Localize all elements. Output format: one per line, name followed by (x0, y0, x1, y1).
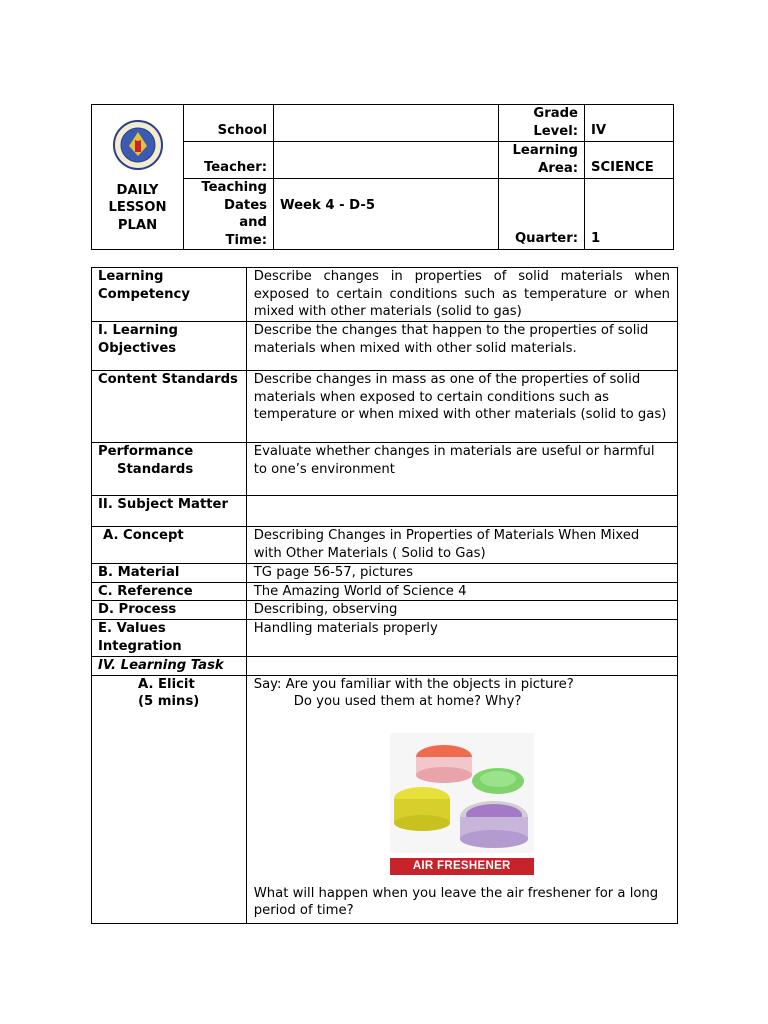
grade-level-value[interactable]: IV (585, 105, 674, 142)
teacher-value[interactable] (274, 142, 499, 179)
performance-standards-value: Evaluate whether changes in materials are useful or harmful to one’s environment (246, 443, 677, 496)
learning-task-value (246, 657, 677, 676)
table-row (92, 527, 678, 564)
deped-seal-icon (112, 120, 164, 170)
quarter-label: Quarter: (499, 179, 585, 250)
table-row (92, 564, 678, 583)
performance-standards-label: Performance Standards (92, 443, 247, 496)
values-integration-value: Handling materials properly (246, 620, 677, 657)
learning-area-value[interactable]: SCIENCE (585, 142, 674, 179)
air-freshener-photo (390, 733, 534, 853)
elicit-label: A. Elicit (5 mins) (92, 675, 247, 923)
teaching-dates-value[interactable]: Week 4 - D-5 (274, 179, 499, 250)
objectives-value: Describe the changes that happen to the properties of solid materials when mixed with other solid materials. (246, 322, 677, 371)
air-freshener-image (390, 733, 534, 870)
say-line: Say: Are you familiar with the objects in picture? (253, 676, 574, 692)
air-freshener-caption: AIR FRESHENER (390, 858, 534, 875)
table-row (92, 443, 678, 496)
learning-area-label: Learning Area: (499, 142, 585, 179)
reference-label: C. Reference (92, 582, 247, 601)
material-value: TG page 56-57, pictures (246, 564, 677, 583)
process-value: Describing, observing (246, 601, 677, 620)
table-row (92, 582, 678, 601)
table-row (92, 601, 678, 620)
concept-value: Describing Changes in Properties of Materials When Mixed with Other Materials ( Solid to Gas) (246, 527, 677, 564)
competency-label: Learning Competency (92, 268, 247, 322)
content-standards-value: Describe changes in mass as one of the properties of solid materials when exposed to certain conditions such as temperature or when mixed with other materials (solid to gas) (246, 371, 677, 443)
table-row (92, 371, 678, 443)
table-row (92, 268, 678, 322)
table-row (92, 496, 678, 527)
table-row (92, 620, 678, 657)
subject-matter-label: II. Subject Matter (92, 496, 247, 527)
values-integration-label: E. Values Integration (92, 620, 247, 657)
logo-title-cell (92, 105, 184, 250)
school-label: School (184, 105, 274, 142)
table-row (92, 322, 678, 371)
material-label: B. Material (92, 564, 247, 583)
quarter-value[interactable]: 1 (585, 179, 674, 250)
say-line-2: Do you used them at home? Why? (293, 694, 522, 709)
content-standards-label: Content Standards (92, 371, 247, 443)
reference-value: The Amazing World of Science 4 (246, 582, 677, 601)
grade-level-label: Grade Level: (499, 105, 585, 142)
elicit-question: What will happen when you leave the air freshener for a long period of time? (253, 885, 659, 918)
header-table (91, 104, 674, 250)
lesson-details-table (91, 267, 678, 924)
process-label: D. Process (92, 601, 247, 620)
elicit-value (246, 675, 677, 923)
lesson-plan-title: DAILY LESSON PLAN (108, 182, 167, 233)
teaching-dates-label: Teaching Dates and Time: (184, 179, 274, 250)
table-row (92, 657, 678, 676)
learning-task-label: IV. Learning Task (92, 657, 247, 676)
competency-value: Describe changes in properties of solid materials when exposed to certain conditions such as temperature or when mixed with other materials (solid to gas) (246, 268, 677, 322)
subject-matter-value (246, 496, 677, 527)
school-value[interactable] (274, 105, 499, 142)
teacher-label: Teacher: (184, 142, 274, 179)
objectives-label: I. Learning Objectives (92, 322, 247, 371)
table-row (92, 675, 678, 923)
concept-label: A. Concept (92, 527, 247, 564)
